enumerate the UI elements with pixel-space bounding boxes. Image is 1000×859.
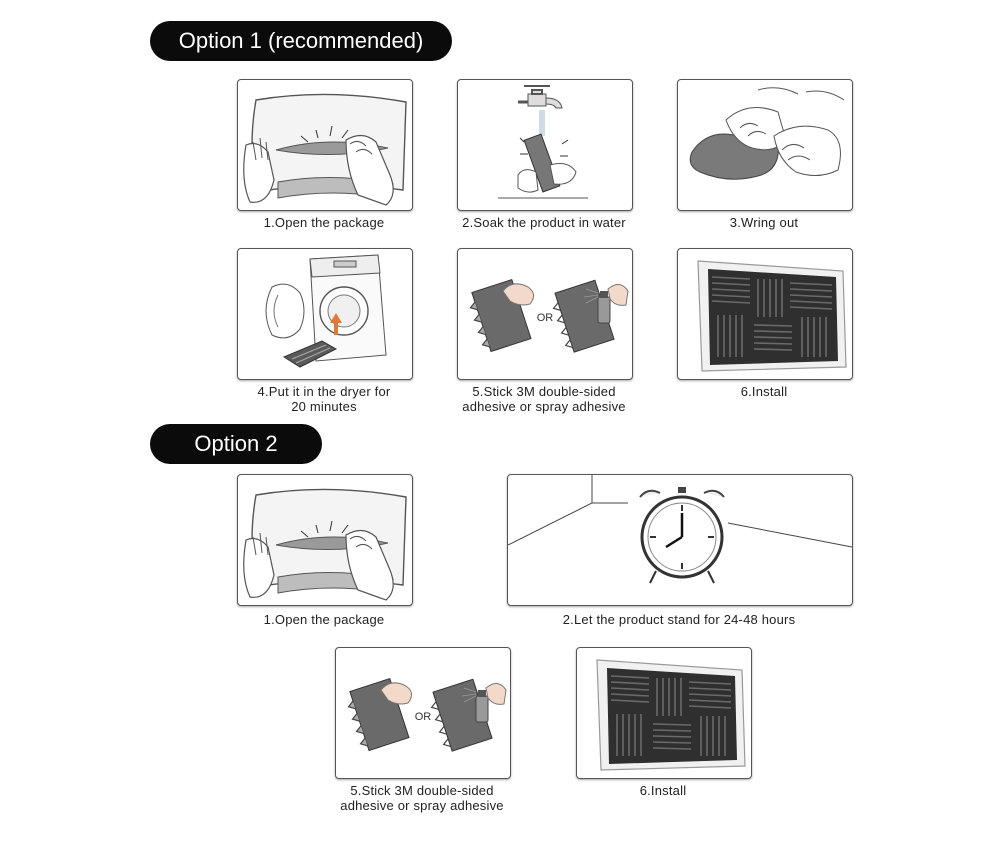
open-package-icon <box>238 475 412 605</box>
step-caption: 6.Install <box>740 384 788 399</box>
open-package-icon <box>238 80 412 210</box>
install-panel-icon <box>577 648 751 778</box>
step-wring <box>677 79 853 211</box>
or-label: OR <box>414 711 432 723</box>
adhesive-icon <box>336 648 510 778</box>
step-open-package <box>237 474 413 606</box>
step-install <box>677 248 853 380</box>
dryer-icon <box>238 249 412 379</box>
step-stand <box>507 474 853 606</box>
option2-title: Option 2 <box>150 424 322 464</box>
wring-out-icon <box>678 80 852 210</box>
step-open-package <box>237 79 413 211</box>
step-caption: 2.Soak the product in water <box>462 215 626 230</box>
adhesive-icon <box>458 249 632 379</box>
step-caption: 5.Stick 3M double-sided adhesive or spray adhesive <box>340 783 504 813</box>
step-install <box>576 647 752 779</box>
or-label: OR <box>536 312 554 324</box>
step-caption: 6.Install <box>639 783 687 798</box>
step-caption: 4.Put it in the dryer for 20 minutes <box>257 384 391 414</box>
step-adhesive <box>335 647 511 779</box>
step-caption: 5.Stick 3M double-sided adhesive or spray adhesive <box>462 384 626 414</box>
install-panel-icon <box>678 249 852 379</box>
step-soak <box>457 79 633 211</box>
step-caption: 2.Let the product stand for 24-48 hours <box>562 612 796 627</box>
step-caption: 1.Open the package <box>263 215 385 230</box>
step-caption: 1.Open the package <box>263 612 385 627</box>
alarm-clock-icon <box>508 475 852 605</box>
faucet-soak-icon <box>458 80 632 210</box>
step-dryer <box>237 248 413 380</box>
step-adhesive <box>457 248 633 380</box>
step-caption: 3.Wring out <box>729 215 799 230</box>
option1-title: Option 1 (recommended) <box>150 21 452 61</box>
